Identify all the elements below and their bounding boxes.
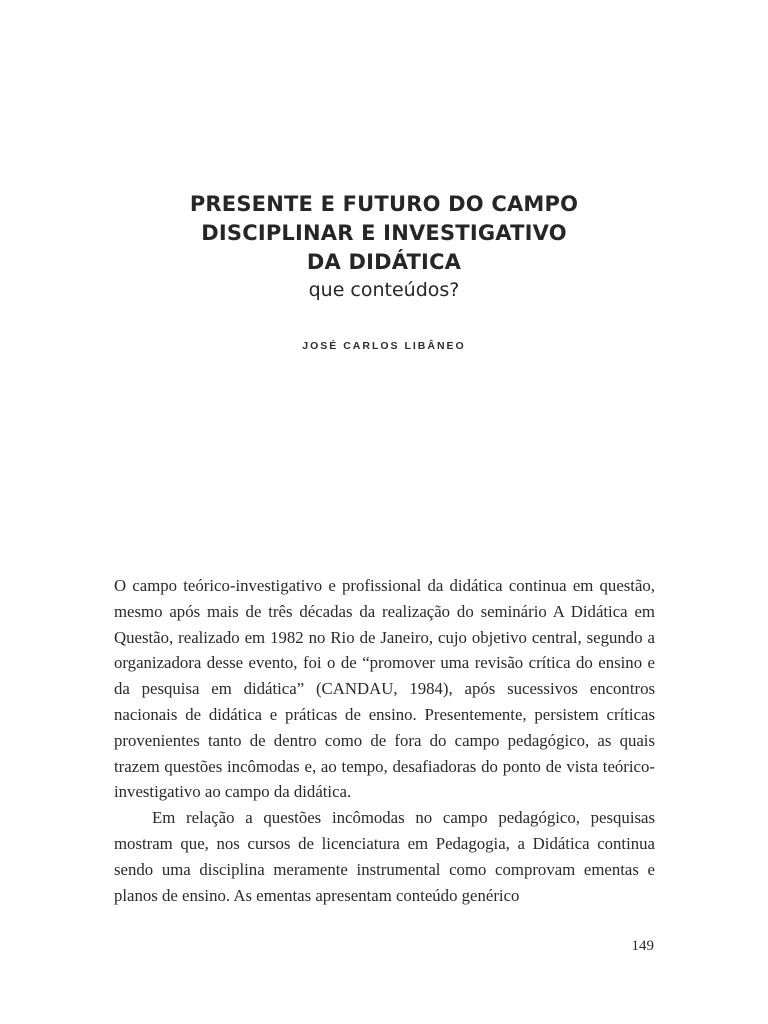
paragraph-1: O campo teórico-investigativo e profissional da didática continua em questão, mesmo após mais de três décadas da realização do seminário A Didática em Questão, realizado em 1982 no Rio de Janeiro, cujo objetivo central, segundo a organizadora desse evento, foi o de “promover uma revisão crítica do ensino e da pesquisa em didática” (CANDAU, 1984), após sucessivos encontros nacionais de didática e práticas de ensino. Presentemente, persistem críticas provenientes tanto de dentro como de fora do campo pedagógico, as quais trazem questões incômodas e, ao tempo, desafiadoras do ponto de vista teórico-investigativo ao campo da didática. <box>114 576 655 802</box>
chapter-title-line-2: DISCIPLINAR E INVESTIGATIVO <box>201 221 567 245</box>
chapter-author: JOSÉ CARLOS LIBÂNEO <box>302 340 466 352</box>
body-text <box>114 573 655 908</box>
page-number: 149 <box>631 938 654 954</box>
chapter-title-line-3: DA DIDÁTICA <box>306 250 462 274</box>
chapter-subtitle: que conteúdos? <box>308 279 460 301</box>
chapter-heading <box>0 190 768 303</box>
chapter-title-line-1: PRESENTE E FUTURO DO CAMPO <box>189 192 579 216</box>
paragraph-2: Em relação a questões incômodas no campo pedagógico, pesquisas mostram que, nos cursos de licenciatura em Pedagogia, a Didática continua sendo uma disciplina meramente instrumental como comprovam ementas e planos de ensino. As ementas apresentam conteúdo genérico <box>114 808 655 905</box>
